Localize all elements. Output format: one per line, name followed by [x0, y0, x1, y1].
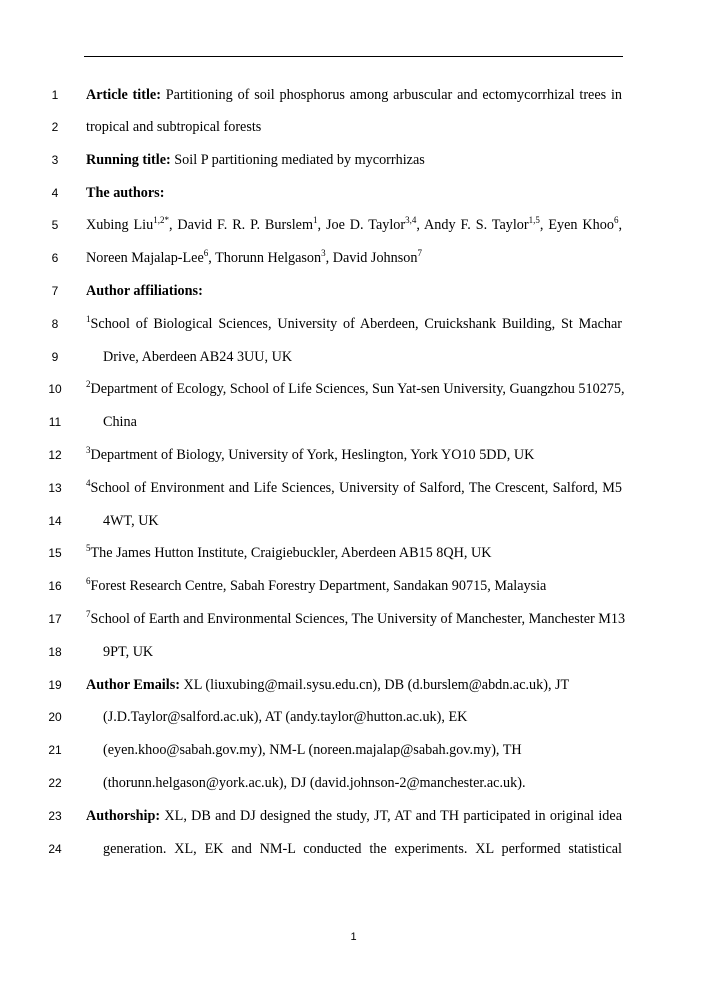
affiliation-text: Department of Ecology, School of Life Sciences, Sun Yat-sen University, Guangzhou 510275,: [90, 381, 625, 397]
manuscript-line: [0, 215, 707, 248]
author-name: Noreen Majalap-Lee: [86, 250, 204, 266]
author-separator: ,: [618, 217, 622, 233]
manuscript-line: [0, 675, 707, 708]
line-number: 12: [48, 448, 62, 462]
affiliation-continued: 9PT, UK: [103, 644, 154, 660]
manuscript-line: [0, 740, 707, 773]
line-number: 15: [48, 546, 62, 560]
manuscript-line: [0, 85, 707, 118]
author-name: , Joe D. Taylor: [317, 217, 406, 233]
affiliation-line: [86, 609, 626, 629]
affiliation-line: [86, 478, 622, 498]
line-number: 1: [51, 88, 59, 102]
manuscript-line: [0, 150, 707, 183]
line-number: 8: [51, 317, 59, 331]
line-number: 9: [51, 350, 59, 364]
affiliation-continued: China: [103, 414, 137, 430]
manuscript-line: [0, 347, 707, 380]
manuscript-line: [0, 478, 707, 511]
emails-continued: (eyen.khoo@sabah.gov.my), NM-L (noreen.majalap@sabah.gov.my), TH: [103, 742, 522, 758]
affiliation-line: [86, 576, 622, 596]
line-number: 2: [51, 120, 59, 134]
affiliation-superscript: 4: [86, 478, 91, 488]
line-number: 7: [51, 284, 59, 298]
line-number: 16: [48, 579, 62, 593]
line-number: 20: [48, 710, 62, 724]
manuscript-line: [0, 543, 707, 576]
author-superscript: 3: [321, 248, 326, 258]
author-superscript: 3,4: [405, 215, 417, 225]
affiliation-text: Forest Research Centre, Sabah Forestry Department, Sandakan 90715, Malaysia: [90, 578, 547, 594]
manuscript-line: [0, 511, 707, 544]
line-number: 17: [48, 612, 62, 626]
article-title-continued: tropical and subtropical forests: [86, 119, 262, 135]
author-superscript: 1,5: [528, 215, 540, 225]
affiliation-text: Department of Biology, University of York, Heslington, York YO10 5DD, UK: [90, 447, 535, 463]
article-title-text: Partitioning of soil phosphorus among arbuscular and ectomycorrhizal trees in: [165, 87, 623, 103]
author-superscript: 1,2*: [153, 215, 169, 225]
page-number: 1: [350, 931, 357, 943]
line-number: 14: [48, 514, 62, 528]
author-superscript: 7: [417, 248, 422, 258]
author-name: , David Johnson: [325, 250, 418, 266]
affiliation-line: [86, 543, 622, 563]
affiliation-text: School of Environment and Life Sciences, University of Salford, The Crescent, Salford, M5: [90, 480, 622, 496]
emails-label: Author Emails:: [86, 677, 180, 693]
emails-line: [86, 675, 622, 695]
running-title-label: Running title:: [86, 152, 171, 168]
line-number: 6: [51, 251, 59, 265]
article-title-label: Article title:: [86, 87, 161, 103]
affiliation-superscript: 1: [86, 314, 91, 324]
authorship-label: Authorship:: [86, 808, 161, 824]
affiliation-line: [86, 314, 622, 334]
authorship-continued: generation. XL, EK and NM-L conducted the experiments. XL performed statistical: [103, 841, 622, 857]
affiliation-text: The James Hutton Institute, Craigiebuckler, Aberdeen AB15 8QH, UK: [90, 545, 492, 561]
manuscript-line: [0, 773, 707, 806]
emails-text: XL (liuxubing@mail.sysu.edu.cn), DB (d.burslem@abdn.ac.uk), JT: [183, 677, 570, 693]
author-superscript: 6: [203, 248, 209, 258]
manuscript-line: [0, 248, 707, 281]
manuscript-line: [0, 609, 707, 642]
running-title-text: Soil P partitioning mediated by mycorrhizas: [174, 152, 425, 168]
affiliation-text: School of Earth and Environmental Sciences, The University of Manchester, Manchester M13: [90, 611, 626, 627]
article-title-line: [86, 85, 622, 105]
emails-continued: (J.D.Taylor@salford.ac.uk), AT (andy.taylor@hutton.ac.uk), EK: [103, 709, 468, 725]
line-number: 23: [48, 809, 62, 823]
author-name: , Eyen Khoo: [539, 217, 614, 233]
affiliation-superscript: 3: [86, 445, 91, 455]
emails-continued: (thorunn.helgason@york.ac.uk), DJ (david.johnson-2@manchester.ac.uk).: [103, 775, 526, 791]
line-number: 3: [51, 153, 59, 167]
manuscript-line: [0, 412, 707, 445]
manuscript-line: [0, 839, 707, 872]
header-rule: [84, 56, 623, 57]
manuscript-line: [0, 806, 707, 839]
affiliation-line: [86, 445, 622, 465]
affiliations-label: Author affiliations:: [86, 283, 203, 299]
author-superscript: 1: [313, 215, 318, 225]
manuscript-line: [0, 707, 707, 740]
authorship-text: XL, DB and DJ designed the study, JT, AT and TH participated in original idea: [164, 808, 622, 824]
affiliation-continued: Drive, Aberdeen AB24 3UU, UK: [103, 349, 293, 365]
manuscript-line: [0, 117, 707, 150]
authors-heading: [86, 183, 622, 203]
authors-label: The authors:: [86, 185, 165, 201]
manuscript-line: [0, 445, 707, 478]
line-number: 11: [48, 415, 62, 429]
author-name: Xubing Liu: [86, 217, 154, 233]
affiliation-superscript: 6: [86, 576, 91, 586]
manuscript-line: [0, 379, 707, 412]
affiliation-superscript: 5: [86, 543, 91, 553]
line-number: 4: [51, 186, 59, 200]
manuscript-line: [0, 576, 707, 609]
line-number: 24: [48, 842, 62, 856]
author-list-line: [86, 248, 622, 268]
line-number: 18: [48, 645, 62, 659]
author-name: , Andy F. S. Taylor: [416, 217, 529, 233]
manuscript-line: [0, 281, 707, 314]
author-name: , David F. R. P. Burslem: [168, 217, 314, 233]
authorship-line: [86, 806, 622, 826]
line-number: 5: [51, 218, 59, 232]
affiliation-text: School of Biological Sciences, University of Aberdeen, Cruickshank Building, St Machar: [90, 316, 622, 332]
affiliation-line: [86, 379, 625, 399]
manuscript-line: [0, 183, 707, 216]
affiliation-continued: 4WT, UK: [103, 513, 159, 529]
line-number: 19: [48, 678, 62, 692]
affiliation-superscript: 2: [86, 379, 91, 389]
manuscript-line: [0, 642, 707, 675]
author-list-line: [86, 215, 622, 235]
author-name: , Thorunn Helgason: [208, 250, 322, 266]
manuscript-line: [0, 314, 707, 347]
running-title-line: [86, 150, 622, 170]
affiliation-superscript: 7: [86, 609, 91, 619]
line-number: 13: [48, 481, 62, 495]
affiliations-heading: [86, 281, 622, 301]
author-superscript: 6: [613, 215, 619, 225]
line-number: 21: [48, 743, 62, 757]
line-number: 10: [48, 382, 62, 396]
line-number: 22: [48, 776, 62, 790]
